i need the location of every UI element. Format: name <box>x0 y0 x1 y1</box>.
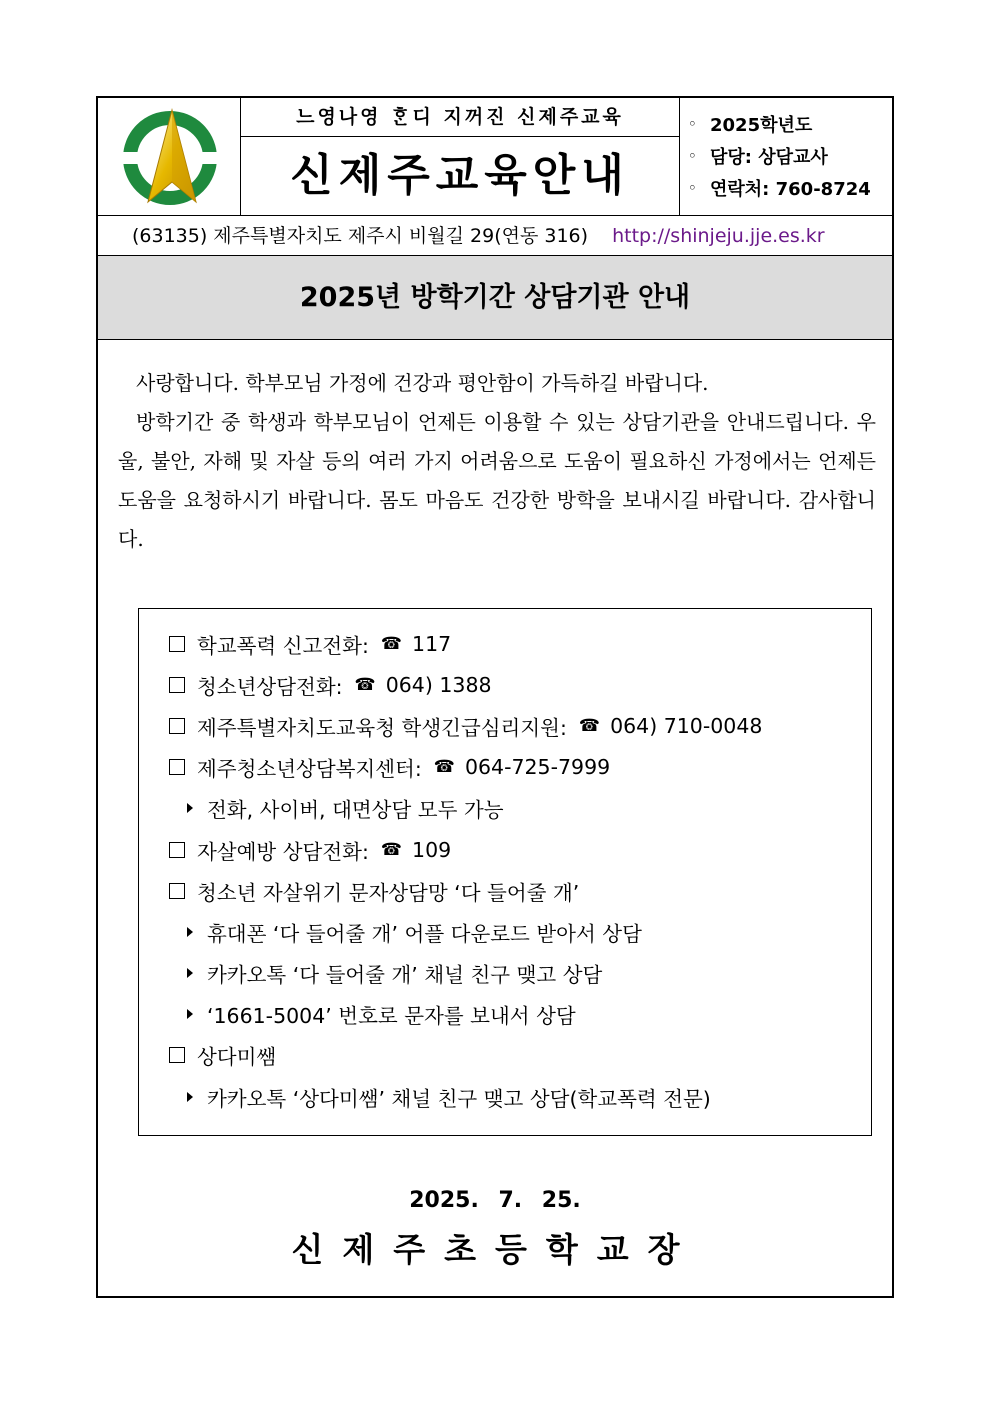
item-label: 제주청소년상담복지센터: <box>197 757 422 782</box>
notice-frame <box>96 96 894 1298</box>
triangle-bullet-icon <box>187 1092 193 1102</box>
list-item <box>139 664 871 705</box>
triangle-bullet-icon <box>187 1009 193 1019</box>
slogan: 느영나영 ᄒᆞᆫ디 지꺼진 신제주교육 <box>241 98 679 137</box>
education-logo-icon <box>120 106 220 206</box>
item-phone: 064-725-7999 <box>464 755 611 780</box>
info-contact-person <box>680 140 892 172</box>
intro-paragraph: 방학기간 중 학생과 학부모님이 언제든 이용할 수 있는 상담기관을 안내드립니다. 우울, 불안, 자해 및 자살 등의 여러 가지 어려움으로 도움이 필요하신 가정에서는 언제든 도움을 요청하시기 바랍니다. 몸도 마음도 건강한 방학을 보내시길 바랍니다. 감사합니다. <box>118 410 876 551</box>
list-subitem <box>139 1076 871 1117</box>
newsletter-title: 신제주교육안내 <box>290 150 630 201</box>
checkbox-icon <box>169 718 185 734</box>
item-label: ‘1661-5004’ 번호로 문자를 보내서 상담 <box>207 1004 576 1029</box>
item-label: 학교폭력 신고전화: <box>197 633 369 658</box>
item-label: 휴대폰 ‘다 들어줄 개’ 어플 다운로드 받아서 상담 <box>207 921 642 946</box>
address-row <box>98 216 892 256</box>
list-item <box>139 747 871 788</box>
item-label: 청소년상담전화: <box>197 674 343 699</box>
list-item <box>139 829 871 870</box>
list-item <box>139 1035 871 1076</box>
info-text: 2025학년도 <box>710 115 813 136</box>
item-label: 카카오톡 ‘다 들어줄 개’ 채널 친구 맺고 상담 <box>207 963 603 988</box>
info-text: 담당: 상담교사 <box>710 147 828 168</box>
school-url-link[interactable]: http://shinjeju.jje.es.kr <box>612 225 825 247</box>
triangle-bullet-icon <box>187 803 193 813</box>
item-label: 제주특별자치도교육청 학생긴급심리지원: <box>197 715 567 740</box>
item-phone: 064) 710-0048 <box>610 713 763 738</box>
phone-icon: ☎ <box>380 839 403 860</box>
info-year <box>680 108 892 140</box>
list-subitem <box>139 953 871 994</box>
intro-text <box>118 364 876 559</box>
bullet: ◦ <box>688 179 697 197</box>
item-label: 청소년 자살위기 문자상담망 ‘다 들어줄 개’ <box>197 880 580 905</box>
issue-date: 2025. 7. 25. <box>409 1188 581 1213</box>
item-label: 전화, 사이버, 대면상담 모두 가능 <box>207 798 504 823</box>
checkbox-icon <box>169 883 185 899</box>
logo-cell <box>98 98 241 216</box>
list-item <box>139 705 871 746</box>
checkbox-icon <box>169 636 185 652</box>
item-label: 카카오톡 ‘상다미쌤’ 채널 친구 맺고 상담(학교폭력 전문) <box>207 1086 711 1111</box>
list-item <box>139 870 871 911</box>
document-title: 2025년 방학기간 상담기관 안내 <box>98 256 892 340</box>
phone-icon: ☎ <box>433 757 455 778</box>
postal-address: (63135) 제주특별자치도 제주시 비월길 29(연동 316) <box>132 225 589 247</box>
item-phone: 109 <box>412 837 452 862</box>
bullet: ◦ <box>688 115 697 133</box>
bullet: ◦ <box>688 147 697 165</box>
item-phone: 064) 1388 <box>385 672 492 697</box>
info-phone <box>680 172 892 204</box>
triangle-bullet-icon <box>187 968 193 978</box>
info-cell <box>680 98 892 216</box>
item-label: 자살예방 상담전화: <box>197 839 369 864</box>
list-subitem <box>139 788 871 829</box>
triangle-bullet-icon <box>187 927 193 937</box>
counseling-list-box <box>138 608 872 1136</box>
list-subitem <box>139 911 871 952</box>
checkbox-icon <box>169 677 185 693</box>
list-subitem <box>139 994 871 1035</box>
list-item <box>139 623 871 664</box>
item-phone: 117 <box>412 631 452 656</box>
school-principal-signature: 신제주초등학교장 <box>291 1230 699 1269</box>
checkbox-icon <box>169 759 185 775</box>
slogan-cell <box>241 98 680 216</box>
phone-icon: ☎ <box>578 715 601 736</box>
info-text: 연락처: 760-8724 <box>710 179 871 200</box>
checkbox-icon <box>169 1047 185 1063</box>
phone-icon: ☎ <box>380 633 403 654</box>
checkbox-icon <box>169 842 185 858</box>
header-table <box>98 98 892 216</box>
item-label: 상다미쌤 <box>197 1045 277 1070</box>
intro-paragraph: 사랑합니다. 학부모님 가정에 건강과 평안함이 가득하길 바랍니다. <box>136 371 709 395</box>
phone-icon: ☎ <box>354 674 376 695</box>
